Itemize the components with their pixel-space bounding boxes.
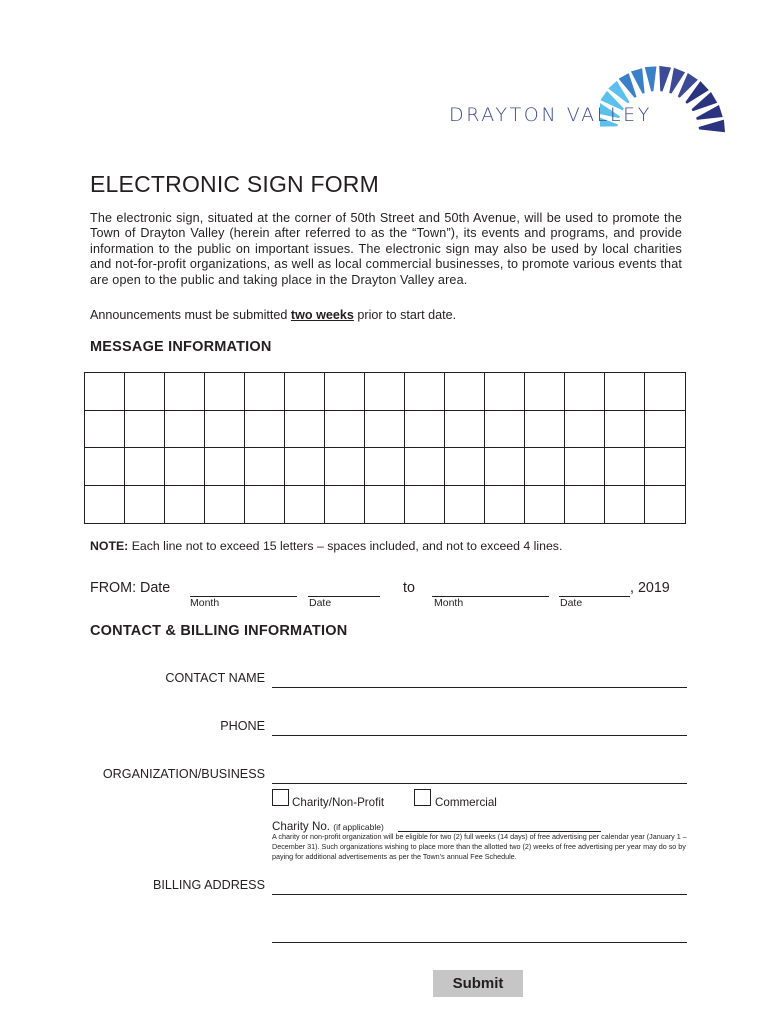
grid-cell[interactable] bbox=[645, 448, 685, 486]
grid-cell[interactable] bbox=[525, 373, 565, 411]
grid-cell[interactable] bbox=[245, 486, 285, 524]
grid-cell[interactable] bbox=[405, 373, 445, 411]
grid-cell[interactable] bbox=[85, 373, 125, 411]
message-note bbox=[90, 539, 562, 553]
message-letter-grid[interactable] bbox=[84, 372, 686, 524]
grid-cell[interactable] bbox=[525, 486, 565, 524]
grid-cell[interactable] bbox=[245, 373, 285, 411]
grid-cell[interactable] bbox=[365, 373, 405, 411]
grid-cell[interactable] bbox=[205, 411, 245, 449]
grid-cell[interactable] bbox=[85, 411, 125, 449]
grid-cell[interactable] bbox=[285, 373, 325, 411]
grid-cell[interactable] bbox=[85, 486, 125, 524]
commercial-option-label: Commercial bbox=[435, 796, 497, 809]
grid-cell[interactable] bbox=[325, 486, 365, 524]
grid-cell[interactable] bbox=[245, 411, 285, 449]
logo-text: DRAYTON VALLEY bbox=[449, 104, 652, 126]
grid-cell[interactable] bbox=[405, 448, 445, 486]
grid-cell[interactable] bbox=[445, 373, 485, 411]
grid-cell[interactable] bbox=[405, 486, 445, 524]
form-title: ELECTRONIC SIGN FORM bbox=[90, 171, 379, 197]
grid-cell[interactable] bbox=[205, 373, 245, 411]
grid-cell[interactable] bbox=[605, 373, 645, 411]
from-month-label: Month bbox=[190, 597, 220, 609]
grid-cell[interactable] bbox=[285, 486, 325, 524]
charity-eligibility-note: A charity or non-profit organization will be eligible for two (2) full weeks (14 days) of free advertising per calendar year (January 1 – December 31). Such organizations wishing to place more than the allotted two (2) weeks of free advertising per year may do so by paying for additional advertisements as per the Town’s annual Fee Schedule. bbox=[272, 832, 687, 861]
submit-button[interactable]: Submit bbox=[433, 970, 523, 997]
grid-cell[interactable] bbox=[525, 448, 565, 486]
announcement-deadline bbox=[90, 308, 456, 322]
announce-prefix: Announcements must be submitted bbox=[90, 308, 288, 322]
from-date-sublabel: Date bbox=[309, 597, 332, 609]
grid-cell[interactable] bbox=[325, 448, 365, 486]
billing-address-field-line-1[interactable] bbox=[272, 894, 687, 895]
sunburst-logo-icon bbox=[600, 40, 725, 145]
grid-cell[interactable] bbox=[605, 486, 645, 524]
grid-cell[interactable] bbox=[445, 411, 485, 449]
grid-cell[interactable] bbox=[125, 411, 165, 449]
to-date-sublabel: Date bbox=[560, 597, 583, 609]
grid-cell[interactable] bbox=[85, 448, 125, 486]
grid-cell[interactable] bbox=[605, 448, 645, 486]
charity-checkbox[interactable] bbox=[272, 789, 289, 806]
phone-field[interactable] bbox=[272, 735, 687, 736]
grid-cell[interactable] bbox=[165, 486, 205, 524]
grid-cell[interactable] bbox=[125, 373, 165, 411]
grid-cell[interactable] bbox=[125, 448, 165, 486]
organization-field[interactable] bbox=[272, 783, 687, 784]
grid-cell[interactable] bbox=[285, 411, 325, 449]
grid-cell[interactable] bbox=[565, 411, 605, 449]
logo-ray bbox=[699, 120, 725, 133]
grid-cell[interactable] bbox=[205, 486, 245, 524]
grid-cell[interactable] bbox=[365, 411, 405, 449]
intro-paragraph: The electronic sign, situated at the corner of 50th Street and 50th Avenue, will be used to promote the Town of Drayton Valley (herein after referred to as the “Town”), its events and programs, and provide information to the public on important issues. The electronic sign may also be used by local charities and not-for-profit organizations, as well as local commercial businesses, to promote various events that are open to the public and taking place in the Drayton Valley area. bbox=[90, 211, 682, 287]
phone-label: PHONE bbox=[220, 719, 265, 733]
grid-cell[interactable] bbox=[445, 486, 485, 524]
note-text: Each line not to exceed 15 letters – spaces included, and not to exceed 4 lines. bbox=[131, 539, 563, 553]
grid-cell[interactable] bbox=[285, 448, 325, 486]
billing-address-field-line-2[interactable] bbox=[272, 942, 687, 943]
grid-cell[interactable] bbox=[445, 448, 485, 486]
grid-cell[interactable] bbox=[405, 411, 445, 449]
grid-cell[interactable] bbox=[365, 448, 405, 486]
grid-cell[interactable] bbox=[125, 486, 165, 524]
grid-cell[interactable] bbox=[165, 411, 205, 449]
grid-cell[interactable] bbox=[365, 486, 405, 524]
grid-cell[interactable] bbox=[485, 448, 525, 486]
to-label: to bbox=[403, 580, 415, 596]
commercial-checkbox[interactable] bbox=[414, 789, 431, 806]
grid-cell[interactable] bbox=[525, 411, 565, 449]
from-date-label: FROM: Date bbox=[90, 580, 171, 596]
grid-cell[interactable] bbox=[205, 448, 245, 486]
billing-address-label: BILLING ADDRESS bbox=[153, 878, 265, 892]
year-suffix: , 2019 bbox=[630, 580, 670, 596]
grid-cell[interactable] bbox=[485, 486, 525, 524]
grid-cell[interactable] bbox=[605, 411, 645, 449]
grid-cell[interactable] bbox=[325, 411, 365, 449]
note-label: NOTE: bbox=[90, 539, 129, 553]
grid-cell[interactable] bbox=[645, 486, 685, 524]
contact-name-field[interactable] bbox=[272, 687, 687, 688]
grid-cell[interactable] bbox=[645, 411, 685, 449]
grid-cell[interactable] bbox=[565, 486, 605, 524]
grid-cell[interactable] bbox=[485, 411, 525, 449]
contact-name-label: CONTACT NAME bbox=[165, 671, 265, 685]
charity-no-text: Charity No. bbox=[272, 820, 330, 833]
announce-suffix: prior to start date. bbox=[357, 308, 457, 322]
to-month-label: Month bbox=[434, 597, 464, 609]
message-information-heading: MESSAGE INFORMATION bbox=[90, 339, 272, 355]
grid-cell[interactable] bbox=[565, 373, 605, 411]
logo-ray bbox=[659, 66, 671, 92]
grid-cell[interactable] bbox=[485, 373, 525, 411]
logo-ray bbox=[645, 66, 657, 91]
organization-label: ORGANIZATION/BUSINESS bbox=[102, 767, 265, 781]
grid-cell[interactable] bbox=[645, 373, 685, 411]
announce-emphasis: two weeks bbox=[290, 308, 354, 322]
grid-cell[interactable] bbox=[325, 373, 365, 411]
grid-cell[interactable] bbox=[165, 448, 205, 486]
grid-cell[interactable] bbox=[165, 373, 205, 411]
charity-no-hint: (if applicable) bbox=[333, 822, 384, 832]
charity-option-label: Charity/Non-Profit bbox=[292, 796, 385, 809]
grid-cell[interactable] bbox=[245, 448, 285, 486]
contact-billing-heading: CONTACT & BILLING INFORMATION bbox=[90, 623, 348, 639]
grid-cell[interactable] bbox=[565, 448, 605, 486]
